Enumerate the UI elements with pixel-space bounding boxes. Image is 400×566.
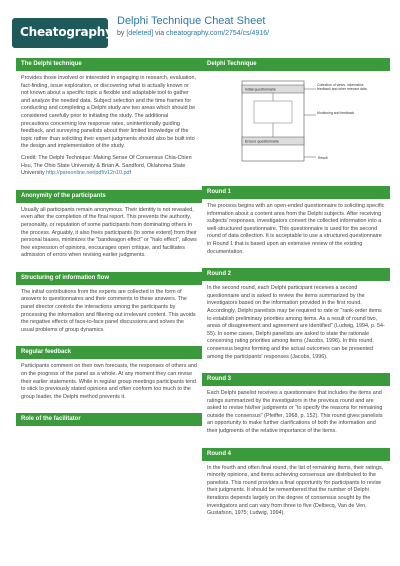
section-body: [16, 203, 202, 263]
cheatography-logo[interactable]: [12, 18, 113, 48]
credit-text: [21, 155, 197, 178]
section-round-1: [202, 186, 390, 259]
feedback-text: Participants comment on their own forecasts, the responses of others and on the progress of the panel as a whole. At any moment they can revise their earlier statements. While in regular group meetings participants tend to stick to previously stated opinions and often conform too much to the group leader, the Delphi method prevents it.: [21, 363, 197, 400]
technique-text: Provides those involved or interested in engaging in research, evaluation, fact-finding, issue exploration, or discovering what is actually known or not known about a specific topic a flexible and adaptable tool to gather and analyze the needed data. Subject selection and the time frames for conducting and completing a Delphi study are two areas which should be considered carefully prior to initiating the study. The additional precautions concerning low response rates, unintentionally guiding feedback, and surveying panelists about their limited knowledge of the topic rather than soliciting their expert judgments should also be built into the design and implementation of the study.: [21, 75, 197, 150]
section-delphi-technique: [16, 58, 202, 181]
section-heading: Regular feedback: [16, 346, 202, 359]
section-heading: Round 3: [202, 373, 390, 386]
section-body: [202, 281, 390, 364]
section-body: [202, 386, 390, 439]
section-heading: Anonymity of the participants: [16, 190, 202, 203]
section-body: [16, 426, 202, 434]
byline-prefix: by: [117, 30, 125, 37]
anonymity-text: Usually all participants remain anonymous. Their identity is not revealed, even after the completion of the final report. This prevents the authority, personality, or reputation of some participants from dominating others in the process. Arguably, it also frees participants (to some extent) from their personal biases, minimizes the "bandwagon effect" or "halo effect", allows free expression of opinions, encourages open critique, and facilitates admission of errors when revising earlier judgments.: [21, 206, 197, 259]
round-4-text: In the fourth and often final round, the list of remaining items, their ratings, minority opinions, and items achieving consensus are distributed to the panelists. This round provides a final opportunity for participants to revise their judgments. It should be remembered that the number of Delphi iterations depends largely on the degree of consensus sought by the investigators and can vary from three to five (Delbecq, Van de Ven, Gustafson, 1975; Ludwig, 1994).: [207, 464, 384, 517]
author-link[interactable]: [deleted]: [126, 30, 154, 37]
section-body: [16, 359, 202, 404]
section-body: [16, 71, 202, 181]
round-2-text: In the second round, each Delphi participant receives a second questionnaire and is asked to review the items summarized by the investigators based on the information provided in the first round. Accordingly, Delphi panelists may be required to rate or "rank-order items to establish preliminary priorities among items. As a result of round two, areas of disagreement and agreement are identified" (Ludwig, 1994, p. 54-55). In some cases, Delphi panelists are asked to state the rationale concerning rating priorities among items (Jacobs, 1996). In this round, consensus begins forming and the actual outcomes can be presented among the participants' responses (Jacobs, 1996).: [207, 285, 385, 360]
credit-label: Credit: The Delphi Technique: Making Sense Of Consensus Chia-Chien Hsu, The Ohio State University & Brian A. Sandford, Oklahoma State University: [21, 154, 192, 177]
section-round-3: [202, 373, 390, 439]
byline: [117, 30, 269, 37]
section-feedback: [16, 346, 202, 404]
section-heading: Round 4: [202, 448, 390, 461]
section-heading: Role of the facilitator: [16, 413, 202, 426]
credit-link[interactable]: http://pareonline.net/pdf/v12n10.pdf: [46, 170, 131, 177]
diagram-box-top-label: Initial questionnaire: [245, 87, 276, 92]
page-header: [0, 0, 400, 54]
diagram-label-monitoring: Monitoring and feedback: [317, 111, 355, 115]
logo-text: Cheatography: [20, 25, 113, 39]
diagram-label-collection: Collection of views, informative feedback and other relevant data: [317, 83, 367, 91]
structuring-text: The initial contributions from the experts are collected in the form of answers to questionnaires and their comments to these answers. The panel director controls the interactions among the participants by processing the information and filtering out irrelevant content. This avoids the negative effects of face-to-face panel discussions and solves the usual problems of group dynamics.: [21, 288, 196, 333]
section-heading: The Delphi technique: [16, 58, 202, 71]
sheet-url-link[interactable]: cheatography.com/2754/cs/4916/: [166, 30, 270, 37]
section-heading: Round 1: [202, 186, 390, 199]
delphi-process-diagram: [232, 79, 372, 173]
byline-via: via: [155, 30, 165, 37]
section-structuring: [16, 272, 202, 338]
section-round-4: [202, 448, 390, 521]
left-column: [16, 58, 202, 443]
diagram-container: [202, 71, 390, 177]
section-body: [16, 285, 202, 338]
diagram-box-bottom-label: Ensure questionnaire: [245, 139, 279, 144]
section-body: [202, 199, 390, 259]
section-facilitator: [16, 413, 202, 434]
section-heading: Delphi Technique: [202, 58, 390, 71]
round-3-text: Each Delphi panelist receives a questionnaire that includes the items and ratings summarized by the investigators in the previous round and are asked to revise his/her judgments or "to specify the reasons for remaining outside the consensus" (Pfeiffer, 1968, p. 152). This round gives panelists an opportunity to make further clarifications of both the information and their judgments of the relative importance of the items.: [207, 390, 383, 435]
section-round-2: [202, 268, 390, 364]
section-heading: Structuring of information flow: [16, 272, 202, 285]
page-title: Delphi Technique Cheat Sheet: [117, 15, 266, 27]
round-1-text: The process begins with an open-ended questionnaire to soliciting specific information about a content area from the Delphi subjects. After receiving subjects' responses, investigators convert the collected information into a well-structured questionnaire. This questionnaire is used for the second round of data collection. It is acceptable to use a structured questionnaire in Round 1 that is based upon an extensive review of the existing documentation.: [207, 203, 385, 255]
diagram-label-result: Result: [318, 156, 328, 160]
section-anonymity: [16, 190, 202, 263]
section-body: [202, 461, 390, 521]
section-delphi-diagram: [202, 58, 390, 177]
section-heading: Round 2: [202, 268, 390, 281]
right-column: [202, 58, 390, 530]
diagram-inner-box: [254, 101, 292, 123]
